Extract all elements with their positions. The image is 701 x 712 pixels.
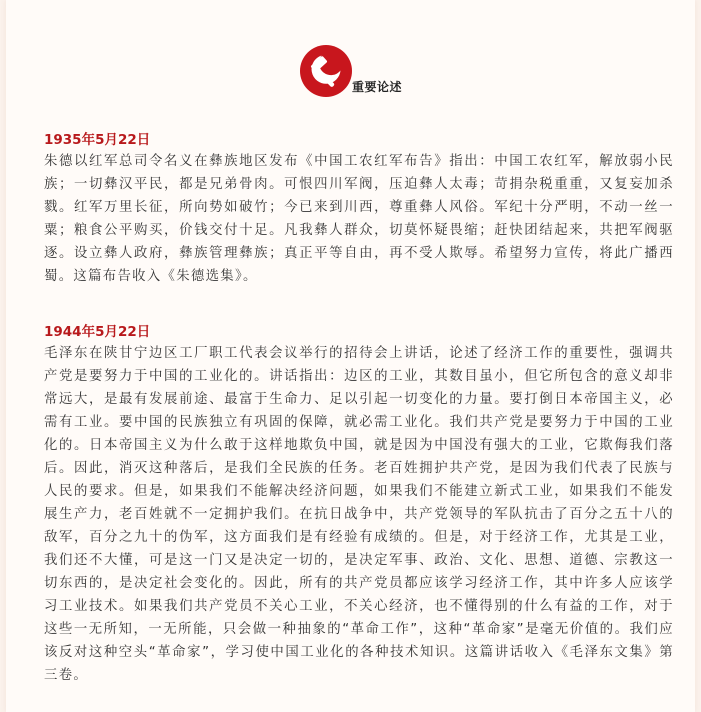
entry-text: 朱德以红军总司令名义在彝族地区发布《中国工农红军布告》指出：中国工农红军，解放弱小民族；一切彝汉平民，都是兄弟骨肉。可恨四川军阀，压迫彝人太毒；苛捐杂税重重，又复妄加杀戮。红军万里长征，所向势如破竹；今已来到川西，尊重彝人风俗。军纪十分严明，不动一丝一粟；粮食公平购买，价钱交付十足。凡我彝人群众，切莫怀疑畏缩；赶快团结起来，共把军阀驱逐。设立彝人政府，彝族管理彝族；真正平等自由，再不受人欺辱。希望努力宣传，将此广播西蜀。这篇布告收入《朱德选集》。 (44, 154, 674, 284)
entry-date: 1944年5月22日 (44, 324, 151, 340)
entry-date: 1935年5月22日 (44, 132, 151, 148)
article-page (6, 0, 695, 712)
section-title: 重要论述 (352, 80, 403, 94)
history-entry (44, 130, 674, 288)
history-entry (44, 322, 674, 687)
entry-text: 毛泽东在陕甘宁边区工厂职工代表会议举行的招待会上讲话，论述了经济工作的重要性，强调共产党是要努力于中国的工业化的。讲话指出：边区的工业，其数目虽小，但它所包含的意义却非常远大，是最有发展前途、最富于生命力、足以引起一切变化的力量。要打倒日本帝国主义，必需有工业。要中国的民族独立有巩固的保障，就必需工业化。我们共产党是要努力于中国的工业化的。日本帝国主义为什么敢于这样地欺负中国，就是因为中国没有强大的工业，它欺侮我们落后。因此，消灭这种落后，是我们全民族的任务。老百姓拥护共产党，是因为我们代表了民族与人民的要求。但是，如果我们不能解决经济问题，如果我们不能建立新式工业，如果我们不能发展生产力，老百姓就不一定拥护我们。在抗日战争中，共产党领导的军队抗击了百分之五十八的敌军，百分之九十的伪军，这方面我们是有经验有成绩的。但是，对于经济工作，尤其是工业，我们还不大懂，可是这一门又是决定一切的，是决定军事、政治、文化、思想、道德、宗教这一切东西的，是决定社会变化的。因此，所有的共产党员都应该学习经济工作，其中许多人应该学习工业技术。如果我们共产党员不关心工业，不关心经济，也不懂得别的什么有益的工作，对于这些一无所知，一无所能，只会做一种抽象的“革命工作”，这种“革命家”是毫无价值的。我们应该反对这种空头“革命家”，学习使中国工业化的各种技术知识。这篇讲话收入《毛泽东文集》第三卷。 (44, 346, 674, 683)
section-header (6, 44, 695, 110)
hammer-sickle-icon (299, 44, 353, 98)
